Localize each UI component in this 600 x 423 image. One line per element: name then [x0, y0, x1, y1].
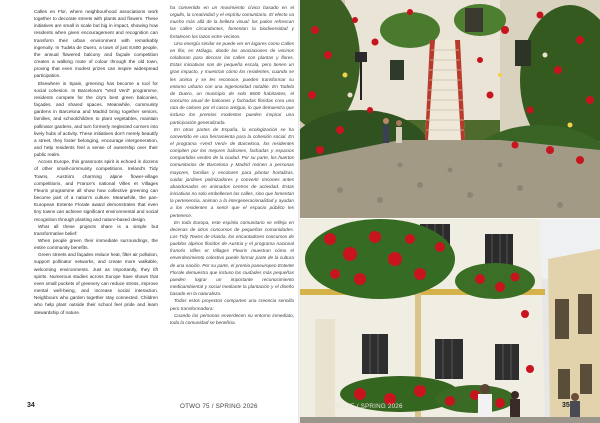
- spanish-paragraph: En otras partes de España, la ecologización se ha convertido en una herramienta para la cohesión social. En el programa «Verd Verd» de Barcelona, los residentes compiten por los mejores balcones, fachadas y espacios compartidos verdes de la ciudad. Por su parte, los huertos comunitarios de Barcelona y Madrid reúnen a personas mayores, familias y escolares para plantar hortalizas, cuidar jardines polinizadores y convertir rincones antes abandonados en animados centros de actividad. Estas iniciativas no solo embellecen las calles, sino que fomentan la pertenencia, animan a la intergeneracionalidad y ayudan a los residentes a sentir que el espacio público les pertenece.: [170, 126, 294, 218]
- courtyard-illustration: [300, 0, 600, 218]
- spanish-paragraph: Una energía similar se puede ver en lugares como Calles en flor, en Málaga, donde las asociaciones de vecinos colaboran para decorar las calles con plantas y flores. Estas iniciativas son de pequeña escala, pero tienen un gran impacto, y muestran cómo los residentes, cuando se les anima y se les reconoce, pueden transformar su entorno urbano con una ingeniosidad notable. En Tudela de Duero, un municipio de solo 8600 habitantes, el concurso anual de balcones y fachadas floridas crea una ruta de colores por el casco antiguo, lo que demuestra que incluso los premios modestos pueden inspirar una participación generalizada.: [170, 40, 294, 125]
- magazine-footer-left: OTWO 75 / SPRING 2026: [180, 403, 258, 410]
- page-number-right: 35: [562, 402, 570, 409]
- spanish-text-column: [170, 4, 294, 400]
- english-text-column: [34, 8, 158, 400]
- spanish-paragraph: Cuando las personas enverdecen su entorno inmediato, toda la comunidad se beneficia.: [170, 312, 294, 325]
- english-paragraph: Calles en Flor, where neighbourhood associations work together to decorate streets with plants and flowers. These initiatives are small in scale but big in impact, showing how residents when given encouragement and recognition can transform their urban environment with remarkably ingenuity. In Tudela de Duero, a town of just 8,600 people, the annual flowered balcony and façade competition creates a walking route of colour through the old town, proving that even modest prizes can inspire widespread participation.: [34, 9, 158, 79]
- spanish-paragraph: En toda Europa, este espíritu comunitario se refleja en decenas de otros concursos de pequeñas comunidades. Los Tidy Towns de Irlanda, los encantadores concursos de pueblos alpinos floridos de Austria y el programa nacional francés Villes et Villages Fleuris muestran cómo el enverdecimiento colectivo puede formar parte de la cultura de una nación. Por su parte, el premio paneuropeo Entente Florale demuestra que incluso las ciudades más pequeñas pueden lograr un importante reconocimiento medioambiental y social mediante la plantación y el diseño basado en la naturaleza.: [170, 219, 294, 297]
- courtyard-photo: [300, 0, 600, 218]
- balcony-building-illustration: [300, 219, 600, 423]
- english-paragraph: Green streets and façades reduce heat, filter air pollution, support pollinator networks, and create more walkable, welcoming environments. Just as importantly, they lift spirits. Numerous studies across Europe have shown that even small pockets of greenery can reduce stress, improve mental well-being, and increase social interaction. Neighbours who garden together stay connected. Children who help plant outside their school feel pride and learn stewardship of nature.: [34, 252, 158, 315]
- spanish-paragraph: Todos estos proyectos comparten una creencia sencilla pero transformadora:: [170, 298, 294, 311]
- spanish-paragraph: ha convertido en un movimiento cívico basado en el orgullo, la creatividad y el espíritu comunitario. El efecto va mucho más allá de la belleza visual: los patios refrescan las calles circundantes, fomentan la biodiversidad y fortalecen los lazos entre vecinos.: [170, 5, 294, 39]
- magazine-footer-right: OTWO 75 / SPRING 2026: [325, 403, 403, 410]
- page-number-left: 34: [27, 402, 35, 409]
- english-paragraph: Across Europe, this grassroots spirit is echoed in dozens of other small-community competitions. Ireland's Tidy Towns, Austria's charming alpine flower-village competitions, and France's national Villes et Villages Fleuris programme all show how collective greening can become part of a nation's culture. Meanwhile, the pan-European Entente Florale award demonstrates that even tiny towns can achieve significant environmental and social recognition through planting and nature-based design.: [34, 159, 158, 222]
- balcony-building-photo: [300, 219, 600, 423]
- english-paragraph: When people green their immediate surroundings, the entire community benefits.: [34, 238, 158, 251]
- english-paragraph: What all these projects share is a simple but transformative belief:: [34, 223, 158, 236]
- english-paragraph: Elsewhere in Spain, greening has become a tool for social cohesion. In Barcelona's "Verd Verd" programme, residents compete for the city's best green balconies, façades, and shared spaces. Meanwhile, community gardens in Barcelona and Madrid bring together seniors, families, and schoolchildren to plant vegetables, maintain pollinator gardens, and turn formerly neglected corners into lively hubs of activity. These initiatives don't merely beautify a street, they foster belonging, encourage intergeneration, and help residents feel a sense of ownership over their public realm.: [34, 80, 158, 158]
